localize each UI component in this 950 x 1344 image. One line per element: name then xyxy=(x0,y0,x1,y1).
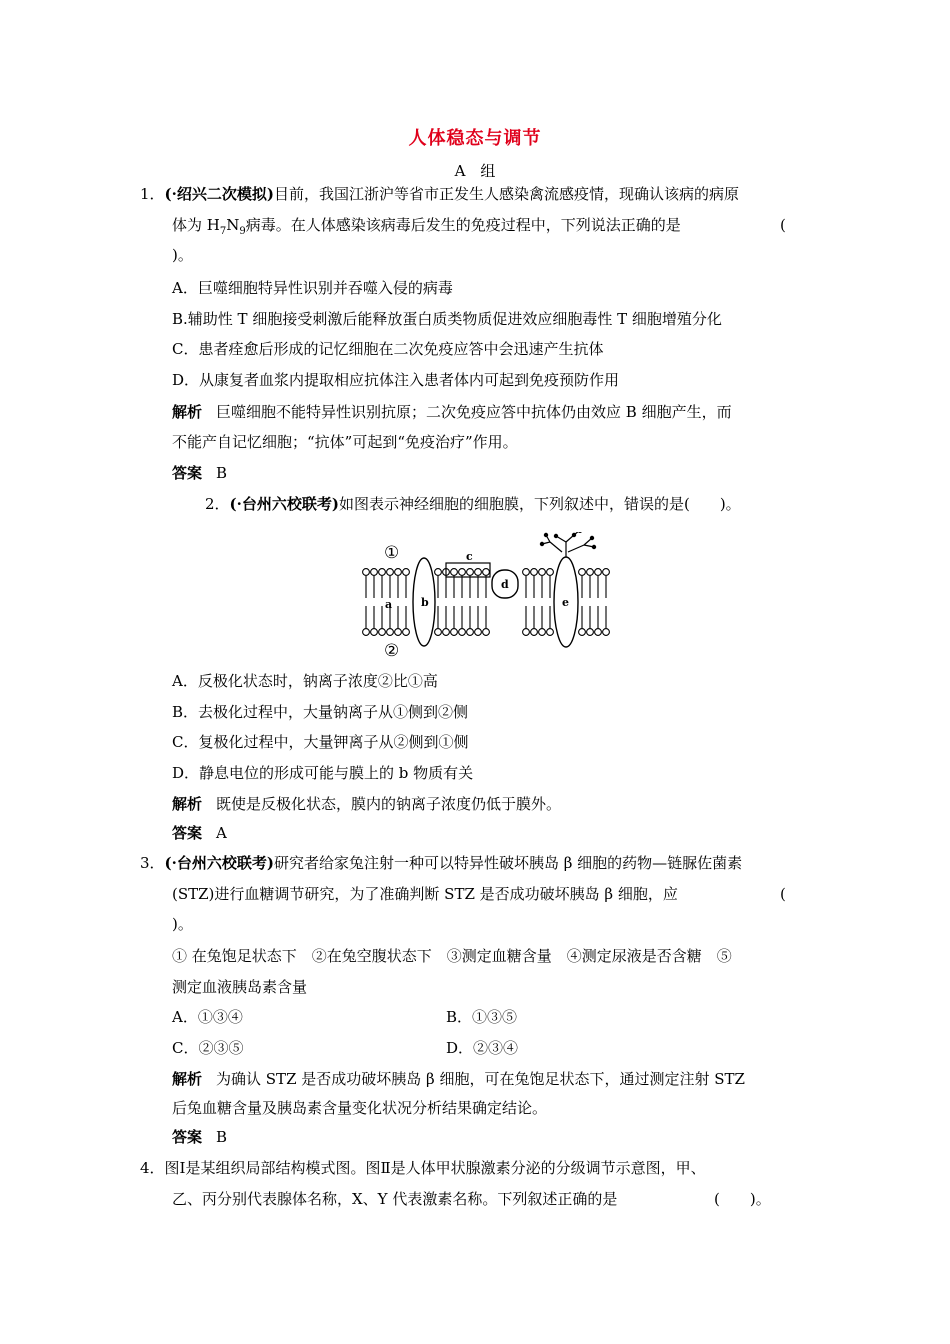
q1-sub-9: 9 xyxy=(239,226,246,237)
phospholipid-head xyxy=(475,629,482,636)
phospholipid-head xyxy=(363,569,370,576)
phospholipid-head xyxy=(579,569,586,576)
phospholipid-head xyxy=(379,629,386,636)
phospholipid-head xyxy=(387,629,394,636)
q3-answer-value: B xyxy=(216,1128,228,1146)
q1-analysis-text-1: 巨噬细胞不能特异性识别抗原；二次免疫应答中抗体仍由效应 B 细胞产生，而 xyxy=(216,403,732,421)
phospholipid-head xyxy=(459,629,466,636)
q1-option-d: D．从康复者血浆内提取相应抗体注入患者体内可起到免疫预防作用 xyxy=(172,371,620,389)
phospholipid-head xyxy=(443,629,450,636)
side-2-label: ② xyxy=(384,641,400,661)
q3-analysis-line-1 xyxy=(172,1068,745,1090)
q1-stem-text-1: 目前，我国江浙沪等省市正发生人感染禽流感疫情，现确认该病的病原 xyxy=(273,185,739,203)
q3-stem-line-1 xyxy=(140,852,742,874)
phospholipid-head xyxy=(371,629,378,636)
phospholipid-head xyxy=(539,629,546,636)
phospholipid-head xyxy=(595,569,602,576)
q1-stem-text-2b: N xyxy=(226,216,240,234)
q3-analysis-label: 解析 xyxy=(172,1070,203,1088)
phospholipid-head xyxy=(451,629,458,636)
q3-stem-line-2: (STZ)进行血糖调节研究，为了准确判断 STZ 是否成功破坏胰岛 β 细胞，应 xyxy=(172,885,678,903)
q3-answer xyxy=(172,1126,227,1148)
label-a: a xyxy=(385,598,393,611)
phospholipid-head xyxy=(587,569,594,576)
q1-analysis-label: 解析 xyxy=(172,403,203,421)
q2-analysis xyxy=(172,793,561,815)
phospholipid-head xyxy=(379,569,386,576)
q3-number: 3． xyxy=(140,854,165,872)
q1-paren-open: ( xyxy=(780,216,786,234)
q1-answer xyxy=(172,462,227,484)
q4-paren: ( )。 xyxy=(714,1190,771,1208)
q1-number: 1． xyxy=(140,185,165,203)
phospholipid-head xyxy=(435,629,442,636)
q3-stem-text-1: 研究者给家兔注射一种可以特异性破坏胰岛 β 细胞的药物—链脲佐菌素 xyxy=(273,854,743,872)
phospholipid-head xyxy=(603,569,610,576)
q3-analysis-text-1: 为确认 STZ 是否成功破坏胰岛 β 细胞，可在兔饱足状态下，通过测定注射 STZ xyxy=(216,1070,745,1088)
phospholipid-head xyxy=(403,569,410,576)
group-heading: A 组 xyxy=(454,162,496,180)
q3-paren-open: ( xyxy=(780,885,786,903)
label-e: e xyxy=(562,596,569,609)
label-d: d xyxy=(501,578,509,591)
q4-stem-line-2: 乙、丙分别代表腺体名称，X、Y 代表激素名称。下列叙述正确的是 xyxy=(172,1190,618,1208)
q1-sub-7: 7 xyxy=(219,226,227,237)
q1-option-c: C．患者痊愈后形成的记忆细胞在二次免疫应答中会迅速产生抗体 xyxy=(172,340,604,358)
q1-stem-text-2c: 病毒。在人体感染该病毒后发生的免疫过程中，下列说法正确的是 xyxy=(245,216,681,234)
q2-option-c: C．复极化过程中，大量钾离子从②侧到①侧 xyxy=(172,733,469,751)
q1-analysis-line-1 xyxy=(172,401,732,423)
q1-option-a: A．巨噬细胞特异性识别并吞噬入侵的病毒 xyxy=(172,279,453,297)
q1-answer-value: B xyxy=(216,464,228,482)
q3-source: (·台州六校联考) xyxy=(164,854,274,872)
q3-paren-close: )。 xyxy=(172,915,193,933)
q2-source: (·台州六校联考) xyxy=(229,495,339,513)
cell-membrane-diagram xyxy=(358,532,614,664)
page-title: 人体稳态与调节 xyxy=(408,128,542,149)
phospholipid-head xyxy=(547,629,554,636)
q4-stem-line-1 xyxy=(140,1157,706,1179)
label-c: c xyxy=(466,550,473,563)
q1-stem-text-2a: 体为 H xyxy=(172,216,220,234)
q2-option-b: B．去极化过程中，大量钠离子从①侧到②侧 xyxy=(172,703,469,721)
q2-answer-label: 答案 xyxy=(172,824,203,842)
q3-items-line-1: ① 在兔饱足状态下 ②在兔空腹状态下 ③测定血糖含量 ④测定尿液是否含糖 ⑤ xyxy=(172,947,732,965)
phospholipid-head xyxy=(547,569,554,576)
q4-number: 4． xyxy=(140,1159,165,1177)
phospholipid-head xyxy=(587,629,594,636)
q1-option-b: B.辅助性 T 细胞接受刺激后能释放蛋白质类物质促进效应细胞毒性 T 细胞增殖分化 xyxy=(172,310,722,328)
phospholipid-head xyxy=(531,629,538,636)
phospholipid-head xyxy=(523,569,530,576)
phospholipid-head xyxy=(395,569,402,576)
phospholipid-head xyxy=(475,569,482,576)
phospholipid-head xyxy=(467,629,474,636)
q2-answer-value: A xyxy=(216,824,227,842)
q3-option-d: D．②③④ xyxy=(446,1039,519,1057)
q4-stem-text-1: 图Ⅰ是某组织局部结构模式图。图Ⅱ是人体甲状腺激素分泌的分级调节示意图，甲、 xyxy=(164,1159,706,1177)
q2-number: 2． xyxy=(205,495,230,513)
q3-option-a: A．①③④ xyxy=(172,1008,243,1026)
q2-option-d: D．静息电位的形成可能与膜上的 b 物质有关 xyxy=(172,764,474,782)
q1-paren-close: )。 xyxy=(172,246,193,264)
q3-answer-label: 答案 xyxy=(172,1128,203,1146)
phospholipid-head xyxy=(523,629,530,636)
q2-answer xyxy=(172,822,227,844)
phospholipid-head xyxy=(483,569,490,576)
glycoprotein-branches xyxy=(542,532,594,557)
phospholipid-head xyxy=(363,629,370,636)
phospholipid-head xyxy=(451,569,458,576)
q1-analysis-line-2: 不能产自记忆细胞；“抗体”可起到“免疫治疗”作用。 xyxy=(172,433,518,451)
q3-option-b: B．①③⑤ xyxy=(446,1008,518,1026)
phospholipid-head xyxy=(403,629,410,636)
phospholipid-head xyxy=(603,629,610,636)
q2-analysis-text: 既使是反极化状态，膜内的钠离子浓度仍低于膜外。 xyxy=(216,795,562,813)
phospholipid-head xyxy=(435,569,442,576)
phospholipid-head xyxy=(395,629,402,636)
q1-stem-line-1 xyxy=(140,183,739,205)
q2-analysis-label: 解析 xyxy=(172,795,203,813)
phospholipid-head xyxy=(459,569,466,576)
q3-items-line-2: 测定血液胰岛素含量 xyxy=(172,978,308,996)
phospholipid-head xyxy=(579,629,586,636)
q2-stem-text: 如图表示神经细胞的细胞膜，下列叙述中，错误的是( )。 xyxy=(338,495,741,513)
phospholipid-head xyxy=(483,629,490,636)
phospholipid-head xyxy=(595,629,602,636)
q2-stem xyxy=(205,493,741,515)
phospholipid-head xyxy=(387,569,394,576)
label-b: b xyxy=(421,596,429,609)
q1-stem-line-2 xyxy=(172,214,681,243)
q1-answer-label: 答案 xyxy=(172,464,203,482)
phospholipid-head xyxy=(371,569,378,576)
q2-option-a: A．反极化状态时，钠离子浓度②比①高 xyxy=(172,672,438,690)
q3-analysis-line-2: 后兔血糖含量及胰岛素含量变化状况分析结果确定结论。 xyxy=(172,1099,548,1117)
phospholipid-head xyxy=(539,569,546,576)
q1-source: (·绍兴二次模拟) xyxy=(164,185,274,203)
phospholipid-head xyxy=(531,569,538,576)
side-1-label: ① xyxy=(384,543,400,563)
q3-option-c: C．②③⑤ xyxy=(172,1039,244,1057)
phospholipid-head xyxy=(467,569,474,576)
